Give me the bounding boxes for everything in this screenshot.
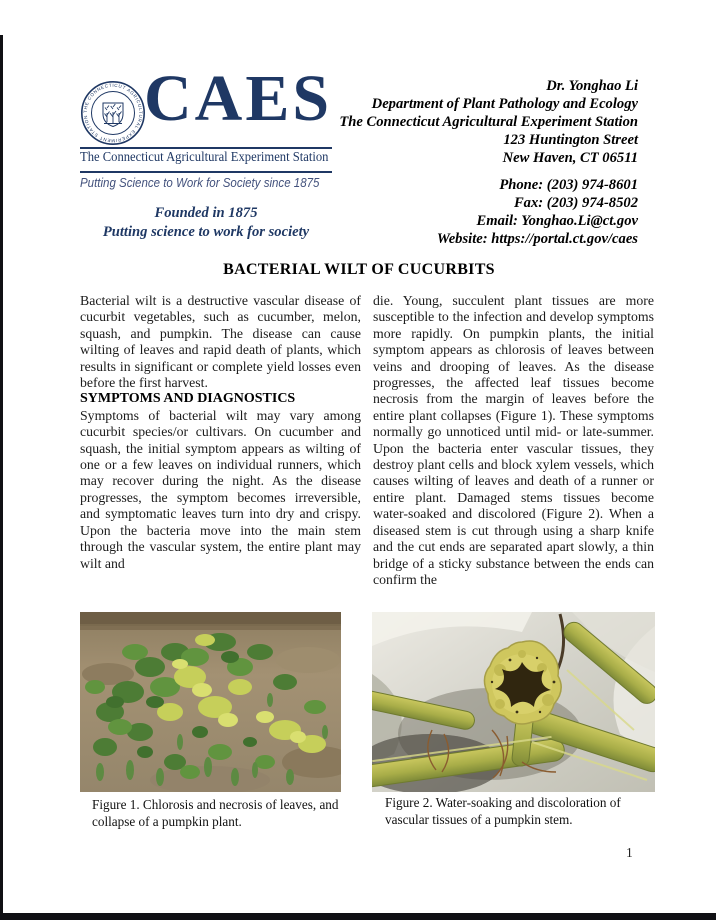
station-name: The Connecticut Agricultural Experiment Station	[80, 150, 329, 165]
figure1-caption: Figure 1. Chlorosis and necrosis of leaves, and collapse of a pumpkin plant.	[92, 797, 339, 829]
contact-block	[218, 77, 638, 248]
symptoms-paragraph-left: Symptoms of bacterial wilt may vary among cucurbit species/or cultivars. On cucumber and squash, the initial symptom appears as wilting of one or a few leaves on individual runners, which may recover during the night. As the disease progresses, the symptom becomes irreversible, and symptomatic leaves turn into dry and crispy. Upon the bacteria move into the main stem through the vascular system, the entire plant may wilt and	[80, 407, 361, 571]
caes-seal-icon	[80, 80, 146, 146]
section-heading: SYMPTOMS AND DIAGNOSTICS	[80, 391, 296, 407]
scan-edge-bottom	[0, 913, 716, 920]
left-column	[80, 293, 361, 572]
contact-gap	[218, 167, 638, 176]
figure2-photo	[372, 612, 655, 792]
fax-line: Fax: (203) 974-8502	[513, 195, 638, 211]
email-line: Email: Yonghao.Li@ct.gov	[476, 213, 638, 229]
intro-paragraph: Bacterial wilt is a destructive vascular disease of cucurbit vegetables, such as cucumber, melon, squash, and pumpkin. The disease can cause wilting of leaves and rapid death of plants, which results in significant or complete yield losses even before the first harvest.	[80, 293, 361, 391]
founded-motto: Putting science to work for society	[102, 224, 310, 240]
department-line: Department of Plant Pathology and Ecology	[371, 96, 638, 112]
founded-line: Founded in 1875	[154, 205, 258, 221]
scan-edge-left	[0, 35, 3, 920]
logo-tagline: Putting Science to Work for Society since 1875	[80, 175, 320, 190]
figure2-caption: Figure 2. Water-soaking and discoloration of vascular tissues of a pumpkin stem.	[385, 795, 621, 827]
city-line: New Haven, CT 06511	[502, 150, 638, 166]
author-name: Dr. Yonghao Li	[546, 78, 638, 94]
institution-line: The Connecticut Agricultural Experiment Station	[339, 114, 638, 130]
street-line: 123 Huntington Street	[503, 132, 638, 148]
website-line: Website: https://portal.ct.gov/caes	[436, 231, 638, 247]
phone-line: Phone: (203) 974-8601	[499, 177, 638, 193]
figure1-photo	[80, 612, 341, 792]
symptoms-paragraph-right: die. Young, succulent plant tissues are more susceptible to the infection and develop symptoms more rapidly. On pumpkin plants, the initial symptom appears as chlorosis of leaves between veins and drooping of leaves. As the disease progresses, the affected leaf tissues become necrosis from the margin of leaves before the entire plant collapses (Figure 1). These symptoms normally go unnoticed until mid- or late-summer. Upon the bacteria enter vascular tissues, they destroy plant cells and block xylem vessels, which causes wilting of leaves and death of a runner or entire plant. Damaged stems tissues become water-soaked and discolored (Figure 2). When a diseased stem is cut through using a sharp knife and the cut ends are separated apart slowly, a thin bridge of a sticky substance between the ends can confirm the	[373, 293, 654, 587]
right-column	[373, 293, 654, 588]
caes-wordmark: CAES	[144, 62, 333, 135]
svg-text:THE CONNECTICUT AGRICULTURAL E: THE CONNECTICUT AGRICULTURAL EXPERIMENT STATION	[82, 82, 144, 144]
article-title: BACTERIAL WILT OF CUCURBITS	[223, 261, 495, 278]
page-number: 1	[626, 845, 633, 860]
